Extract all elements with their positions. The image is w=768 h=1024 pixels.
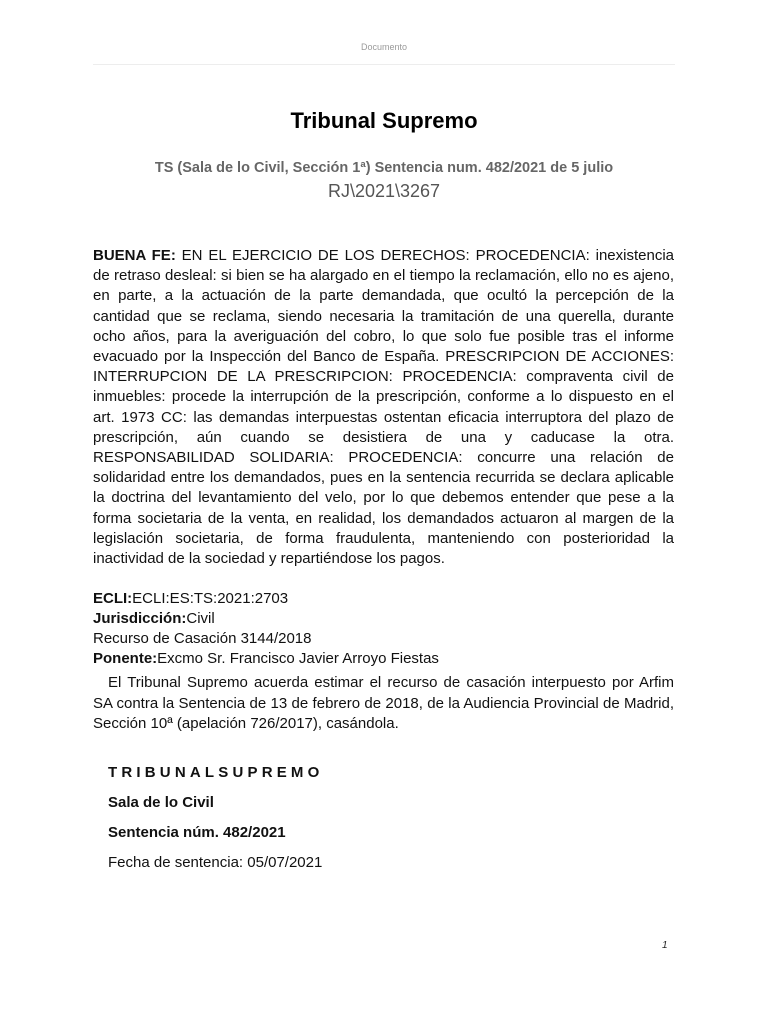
document-reference: RJ\2021\3267 [327,181,441,201]
court-fecha: Fecha de sentencia: 05/07/2021 [108,854,323,871]
recurso-line: Recurso de Casación 3144/2018 [93,630,312,647]
summary-lead: BUENA FE: [93,247,176,264]
abstract-paragraph: El Tribunal Supremo acuerda estimar el recurso de casación interpuesto por Arfim SA contra la Sentencia de 13 de febrero de 2018, de la Audiencia Provincial de Madrid, Sección 10ª (apelación 726/2017), casándola. [93,674,674,732]
page-header-label: Documento [360,42,408,52]
ponente-label: Ponente: [93,650,158,667]
header-divider [93,64,675,65]
document-title: Tribunal Supremo [290,108,478,133]
document-subtitle: TS (Sala de lo Civil, Sección 1ª) Sentencia num. 482/2021 de 5 julio [154,160,614,176]
ecli-line [93,589,674,609]
court-sentencia: Sentencia núm. 482/2021 [108,824,286,841]
ecli-label: ECLI: [93,590,133,607]
jurisdiccion-value: Civil [186,610,215,627]
metadata-block [93,589,674,669]
ponente-line [93,649,674,669]
summary-paragraph [93,246,674,569]
jurisdiccion-label: Jurisdicción: [93,610,187,627]
court-sala: Sala de lo Civil [108,794,214,811]
summary-text: EN EL EJERCICIO DE LOS DERECHOS: PROCEDENCIA: inexistencia de retraso desleal: si bien se ha alargado en el tiempo la reclamación, ello no es ajeno, en parte, a la actuación de la parte demandada, que ocultó la percepción de la cantidad que se reclama, siendo necesaria la tramitación de una querella, durante ocho años, para la averiguación del cobro, lo que solo fue posible tras el informe evacuado por la Inspección del Banco de España. PRESCRIPCION DE ACCIONES: INTERRUPCION DE LA PRESCRIPCION: PROCEDENCIA: compraventa civil de inmuebles: procede la interrupción de la prescripción, conforme a lo dispuesto en el art. 1973 CC: las demandas interpuestas ostentan eficacia interruptora del plazo de prescripción, aún cuando se desistiera de una y caducase la otra. RESPONSABILIDAD SOLIDARIA: PROCEDENCIA: concurre una relación de solidaridad entre los demandados, pues en la sentencia recurrida se declara aplicable la doctrina del levantamiento del velo, por lo que debemos entender que pese a la forma societaria de la venta, en realidad, los demandados actuaron al margen de la legislación societaria, de forma fraudulenta, manteniendo con posterioridad la inactividad de la sociedad y repartiéndose los pagos. [93,247,674,568]
jurisdiccion-line [93,609,674,629]
page-number: 1 [662,940,668,951]
ecli-value: ECLI:ES:TS:2021:2703 [132,590,289,607]
court-heading: TRIBUNALSUPREMO [108,764,324,781]
ponente-value: Excmo Sr. Francisco Javier Arroyo Fiestas [157,650,439,667]
